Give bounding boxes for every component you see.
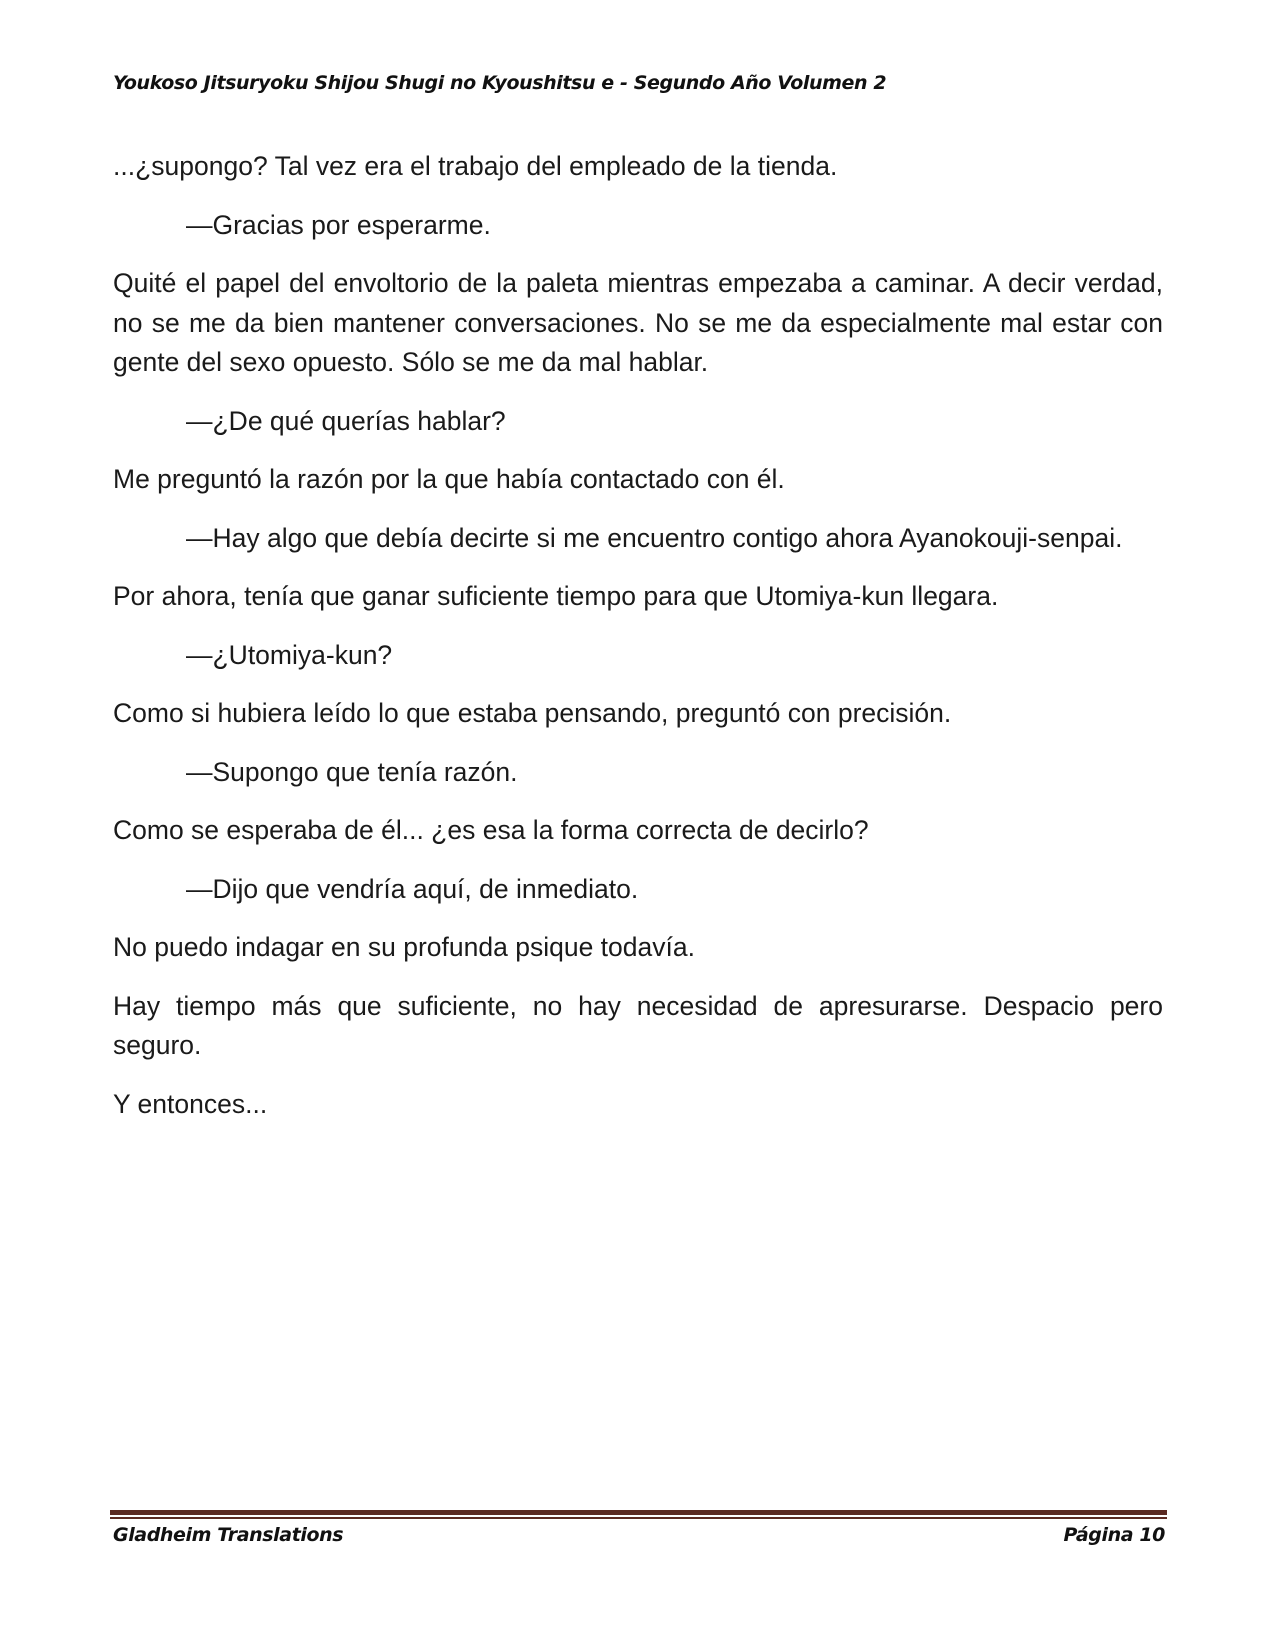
paragraph-2: —Gracias por esperarme.: [186, 209, 491, 240]
body-text: [113, 147, 1163, 1143]
paragraph-1: ...¿supongo? Tal vez era el trabajo del empleado de la tienda.: [113, 151, 838, 181]
paragraph-5: Me preguntó la razón por la que había contactado con él.: [113, 464, 785, 494]
paragraph-6: —Hay algo que debía decirte si me encuentro contigo ahora Ayanokouji-senpai.: [186, 522, 1123, 553]
paragraph-12: —Dijo que vendría aquí, de inmediato.: [186, 873, 639, 904]
paragraph-4: —¿De qué querías hablar?: [186, 405, 506, 436]
paragraph-14: Hay tiempo más que suficiente, no hay necesidad de apresurarse. Despacio pero seguro.: [113, 990, 1163, 1060]
paragraph-13: No puedo indagar en su profunda psique todavía.: [113, 932, 695, 962]
footer-divider: [110, 1510, 1167, 1520]
paragraph-15: Y entonces...: [113, 1088, 268, 1119]
footer-publisher: Gladheim Translations: [113, 1524, 344, 1546]
paragraph-3: Quité el papel del envoltorio de la paleta mientras empezaba a caminar. A decir verdad, no se me da bien mantener conversaciones. No se me da especialmente mal estar con gente del sexo opuesto. Sólo se me da mal hablar.: [113, 268, 1163, 377]
paragraph-11: Como se esperaba de él... ¿es esa la forma correcta de decirlo?: [113, 815, 869, 845]
running-header-title: Youkoso Jitsuryoku Shijou Shugi no Kyoushitsu e - Segundo Año Volumen 2: [113, 72, 887, 94]
footer-page-number: Página 10: [1063, 1524, 1165, 1546]
paragraph-10: —Supongo que tenía razón.: [186, 756, 518, 787]
footer-divider-thin: [110, 1517, 1167, 1519]
paragraph-9: Como si hubiera leído lo que estaba pensando, preguntó con precisión.: [113, 698, 952, 728]
footer-divider-thick: [110, 1510, 1167, 1515]
paragraph-7: Por ahora, tenía que ganar suficiente tiempo para que Utomiya-kun llegara.: [113, 581, 999, 611]
paragraph-8: —¿Utomiya-kun?: [186, 639, 393, 670]
